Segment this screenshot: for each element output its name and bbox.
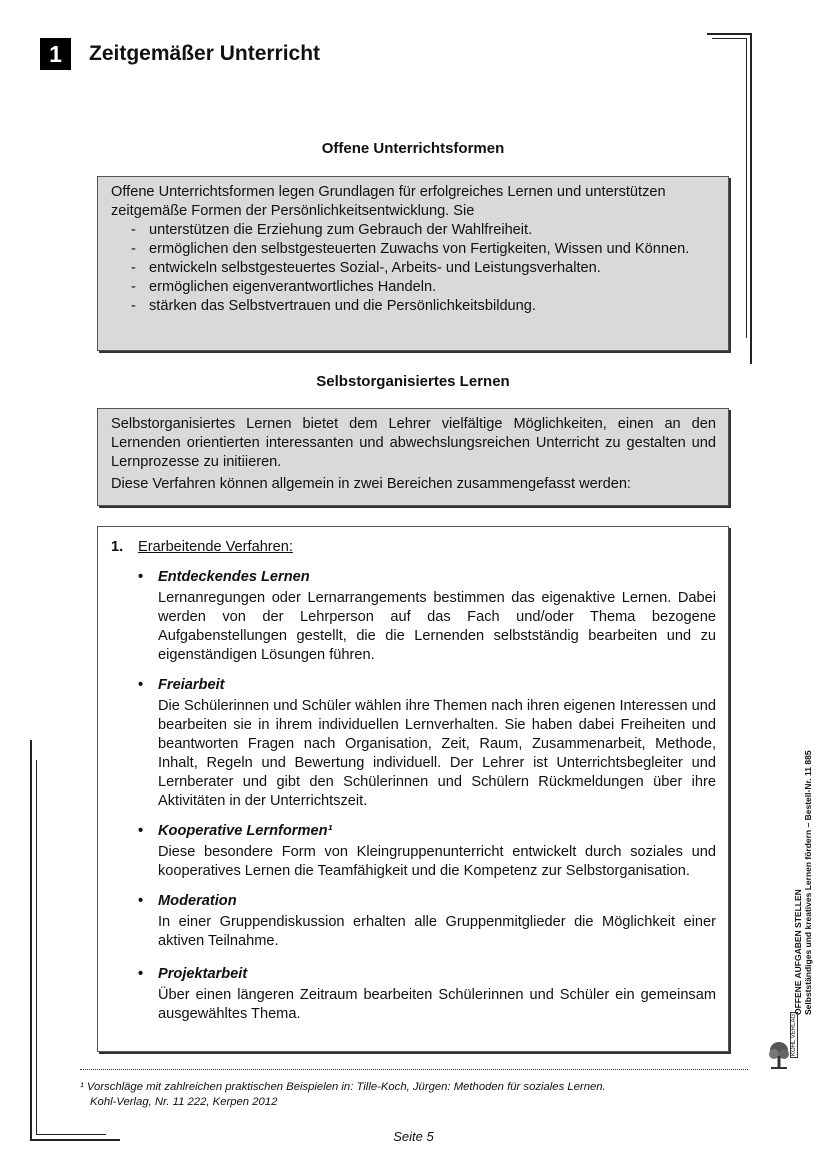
method-desc: Diese besondere Form von Kleingruppenunterricht entwickelt durch soziales und kooperatives Lernen die Teamfähigkeit und die Kompetenz zur Selbstorganisation. — [158, 844, 716, 879]
chapter-number: 1 — [40, 38, 71, 70]
bullet-icon: • — [138, 893, 144, 909]
selbst-box — [97, 408, 729, 506]
frame-line-right-inner — [746, 38, 747, 338]
methods-number: 1. — [111, 539, 124, 555]
frame-line-left-outer — [30, 740, 32, 1140]
method-item — [111, 892, 716, 951]
frame-line-right-outer — [750, 33, 752, 364]
offene-box — [97, 176, 729, 351]
offene-list — [111, 221, 716, 316]
list-item: - stärken das Selbstvertrauen und die Persönlichkeitsbildung. — [111, 297, 716, 316]
method-name: Entdeckendes Lernen — [158, 569, 310, 585]
method-desc: Lernanregungen oder Lernarrangements bestimmen das eigenaktive Lernen. Dabei werden von der Lehrperson auf das Fach und/oder Thema bezogene Aufgabenstellungen gestellt, die die Lernenden selbstständig bearbeiten und zu eigenständigen Lösungen führen. — [158, 590, 716, 663]
tree-logo-icon — [768, 1040, 790, 1070]
method-name: Moderation — [158, 893, 237, 909]
bullet-icon: • — [138, 677, 144, 693]
list-item: - ermöglichen den selbstgesteuerten Zuwachs von Fertigkeiten, Wissen und Können. — [111, 240, 716, 259]
method-name: Projektarbeit — [158, 966, 248, 982]
chapter-title: Zeitgemäßer Unterricht — [89, 42, 321, 65]
frame-line-top — [707, 33, 751, 35]
selbst-paragraph-1: Selbstorganisiertes Lernen bietet dem Lehrer vielfältige Möglichkeiten, einen an den Lernenden orientierten interessanten und abwechslungsreichen Unterricht zu gestalten und Lernprozesse zu initiieren. — [111, 416, 716, 470]
selbst-paragraph-2: Diese Verfahren können allgemein in zwei Bereichen zusammengefasst werden: — [111, 476, 631, 492]
methods-title: Erarbeitende Verfahren: — [138, 539, 293, 555]
frame-line-top-inner — [712, 38, 746, 39]
bullet-icon: • — [138, 569, 144, 585]
footnote-divider — [80, 1069, 748, 1070]
footnote-line-1: ¹ Vorschläge mit zahlreichen praktischen Beispielen in: Tille-Koch, Jürgen: Methoden für soziales Lernen. — [80, 1081, 606, 1093]
list-item: - unterstützen die Erziehung zum Gebrauch der Wahlfreiheit. — [111, 221, 716, 240]
sidebar-text — [793, 750, 813, 1015]
methods-heading — [111, 538, 716, 557]
section-heading-selbst: Selbstorganisiertes Lernen — [316, 373, 510, 390]
sidebar-line-2: Selbstständiges und kreatives Lernen fördern – Bestell-Nr. 11 885 — [803, 750, 813, 1015]
methods-box — [97, 526, 729, 1052]
bullet-icon: • — [138, 823, 144, 839]
footnote-line-2: Kohl-Verlag, Nr. 11 222, Kerpen 2012 — [90, 1096, 278, 1108]
offene-intro: Offene Unterrichtsformen legen Grundlagen für erfolgreiches Lernen und unterstützen zeitgemäße Formen der Persönlichkeitsentwicklung. Sie — [111, 184, 666, 219]
method-desc: Die Schülerinnen und Schüler wählen ihre Themen nach ihren eigenen Interessen und bearbeiten sie in ihrem individuellen Lernverhalten. Sie haben dabei Freiheiten und beantworten Fragen nach Organisation, Zeit, Raum, Zusammenarbeit, Methode, Inhalt, Regeln und Bewertung individuell. Der Lehrer ist Unterrichtsbegleiter und Lernberater und gibt den Schülerinnen und Schülern Rückmeldungen über ihre Aktivitäten in der Unterrichtszeit. — [158, 698, 716, 809]
frame-line-left-inner — [36, 760, 37, 1134]
method-desc: Über einen längeren Zeitraum bearbeiten Schülerinnen und Schüler ein gemeinsam ausgewähltes Thema. — [158, 987, 716, 1022]
method-desc: In einer Gruppendiskussion erhalten alle Gruppenmitglieder die Möglichkeit einer aktiven Teilnahme. — [158, 914, 716, 949]
list-item: - ermöglichen eigenverantwortliches Handeln. — [111, 278, 716, 297]
publisher-logo-text: KOHL VERLAG — [791, 1013, 797, 1056]
method-name: Kooperative Lernformen¹ — [158, 823, 333, 839]
sidebar-line-1: OFFENE AUFGABEN STELLEN — [793, 889, 803, 1015]
list-item: - entwickeln selbstgesteuertes Sozial-, Arbeits- und Leistungsverhalten. — [111, 259, 716, 278]
method-item — [111, 568, 716, 665]
page-number: Seite 5 — [393, 1129, 434, 1144]
section-heading-offene: Offene Unterrichtsformen — [321, 140, 505, 157]
method-item — [111, 676, 716, 811]
footnote — [80, 1080, 606, 1110]
method-name: Freiarbeit — [158, 677, 225, 693]
method-item — [111, 822, 716, 881]
bullet-icon: • — [138, 966, 144, 982]
method-item — [111, 965, 716, 1024]
